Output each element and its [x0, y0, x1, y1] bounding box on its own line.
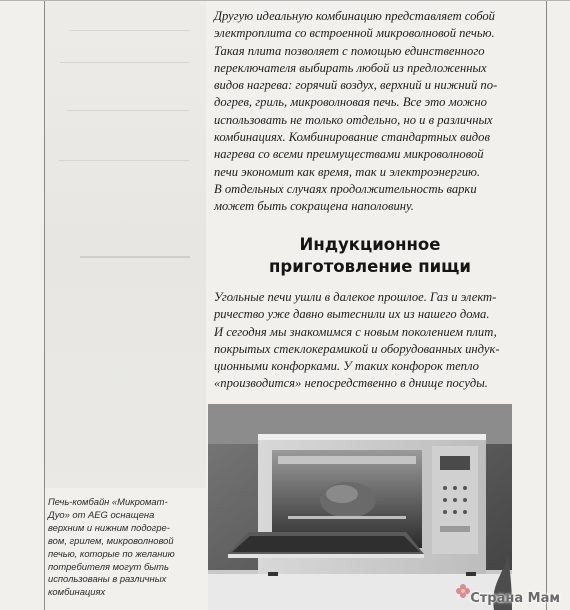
text-line: может быть сокращена наполовину. [214, 199, 414, 214]
page-frame-right [546, 0, 547, 610]
text-line: нагрева со всеми преимуществами микроволновой [214, 147, 484, 162]
text-line: печи экономит как время, так и электроэнергию. [214, 164, 481, 179]
bleed-line [66, 110, 190, 111]
caption-line: вом, грилем, микроволновой [48, 534, 174, 546]
caption-line: использованы в различных [48, 573, 167, 585]
oven-illustration [208, 404, 512, 610]
text-line: Угольные печи ушли в далекое прошлое. Газ и элект- [214, 290, 497, 304]
oven-photo [208, 404, 512, 610]
caption-line: потребителя могут быть [48, 560, 169, 572]
text-line: В отдельных случаях продолжительность варки [214, 181, 477, 196]
page-frame-top [0, 0, 570, 1]
left-column-bleedthrough [44, 0, 206, 488]
bleed-line [70, 30, 190, 31]
bleed-line [60, 62, 190, 63]
text-line: покрытых стеклокерамикой и оборудованных индук- [214, 341, 500, 356]
caption-line: Печь-комбайн «Микромат- [48, 496, 168, 507]
heading-line: приготовление пищи [268, 257, 471, 276]
text-line: «производится» непосредственно в днище посуды. [214, 376, 488, 391]
photo-caption [48, 496, 198, 599]
body-paragraph [214, 289, 526, 393]
bleed-line [58, 160, 190, 161]
text-line: электроплита со встроенной микроволновой печью. [214, 26, 495, 41]
text-line: ричество уже давно вытеснили их из нашего дома. [214, 307, 490, 322]
caption-line: печью, которые по желанию [48, 547, 175, 559]
caption-line: комбинациях [48, 586, 106, 598]
caption-line: Дуо» от AEG оснащена [48, 508, 155, 520]
text-line: использовать не только отдельно, но и в различных [214, 112, 493, 127]
text-line: Такая плита позволяет с помощью единственного [214, 43, 485, 58]
text-line: И сегодня мы знакомимся с новым поколением плит, [214, 324, 497, 339]
text-line: комбинациях. Комбинирование стандартных видов [214, 130, 490, 145]
text-line: ционными конфорками. У таких конфорок тепло [214, 359, 479, 374]
text-line: Другую идеальную комбинацию представляет собой [214, 9, 495, 23]
text-line: переключателя выбирать любой из предложенных [214, 60, 487, 75]
text-line: догрев, гриль, микроволновая печь. Все это можно [214, 95, 487, 110]
intro-paragraph [214, 8, 526, 216]
watermark-text: Страна Мам [470, 591, 560, 606]
text-line: видов нагрева: горячий воздух, верхний и нижний по- [214, 78, 498, 93]
heading-line: Индукционное [299, 235, 441, 254]
bleed-line [80, 256, 190, 258]
section-heading [214, 234, 526, 278]
caption-line: верхним и нижним подогре- [48, 521, 170, 533]
page-frame-left [44, 0, 45, 610]
